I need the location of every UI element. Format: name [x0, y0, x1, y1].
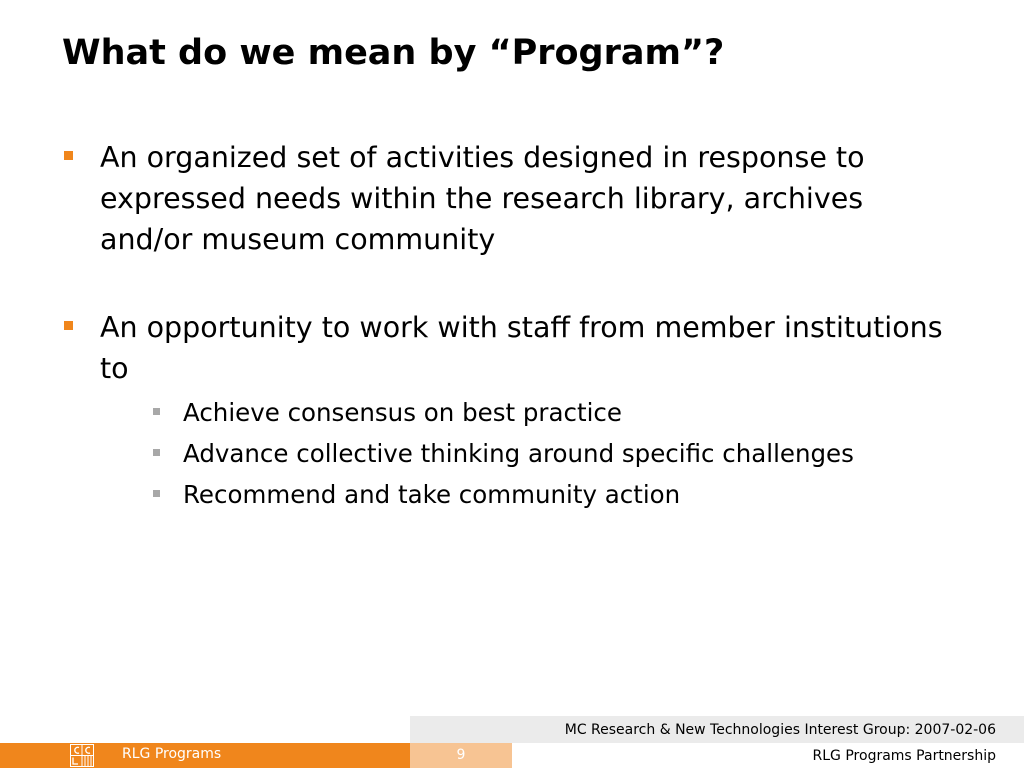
square-bullet-icon: [64, 321, 73, 330]
square-sub-bullet-icon: [153, 408, 160, 415]
page-number: 9: [456, 747, 466, 763]
bullet-item: [62, 307, 962, 515]
bullet-text: An opportunity to work with staff from member institutions to: [100, 311, 943, 385]
footer-partnership-section: [512, 743, 1024, 768]
sub-bullet-list: [100, 392, 962, 515]
square-sub-bullet-icon: [153, 449, 160, 456]
bullet-item: [62, 137, 962, 260]
slide-title: What do we mean by “Program”?: [62, 33, 725, 73]
sub-bullet-item: [100, 474, 962, 515]
sub-bullet-item: [100, 433, 962, 474]
bullet-text: An organized set of activities designed in response to expressed needs within the research library, archives and/or museum community: [100, 141, 865, 256]
footer-partnership-text: RLG Programs Partnership: [812, 748, 996, 764]
footer-bar: [0, 743, 1024, 768]
sub-bullet-item: [100, 392, 962, 433]
footer-conference-text: MC Research & New Technologies Interest Group: 2007-02-06: [564, 722, 996, 738]
slide-content: [62, 137, 962, 515]
footer-program-section: [0, 743, 410, 768]
footer-conference-bar: [410, 716, 1024, 743]
sub-bullet-text: Achieve consensus on best practice: [183, 398, 622, 427]
sub-bullet-text: Recommend and take community action: [183, 480, 681, 509]
footer-program-name: RLG Programs: [122, 746, 222, 762]
sub-bullet-text: Advance collective thinking around specific challenges: [183, 439, 854, 468]
square-sub-bullet-icon: [153, 490, 160, 497]
square-bullet-icon: [64, 151, 73, 160]
page-number-box: [410, 743, 512, 768]
oclc-logo-icon: [70, 744, 94, 767]
